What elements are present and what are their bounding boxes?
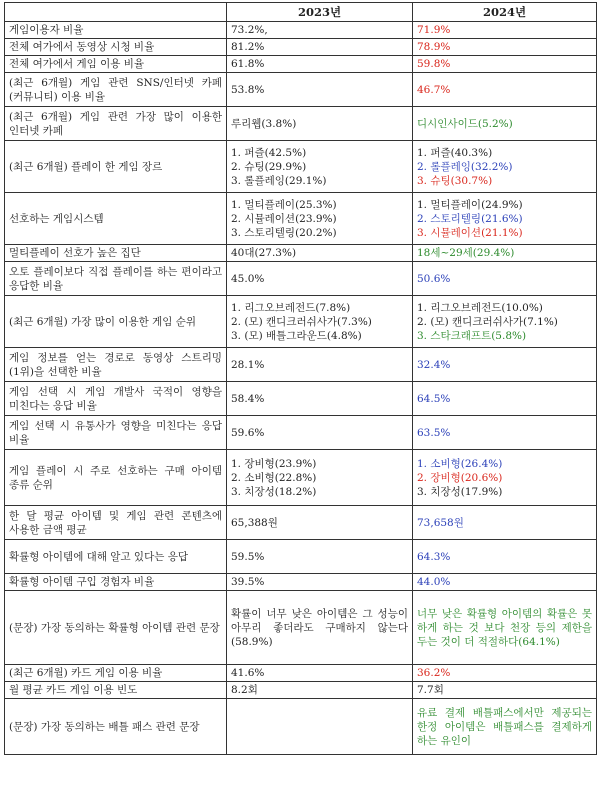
value-2023-line: 2. 시뮬레이션(23.9%) [231, 212, 337, 225]
table-row [5, 450, 597, 506]
value-2024 [413, 39, 597, 56]
table-row [5, 107, 597, 141]
table-row [5, 682, 597, 699]
table-row [5, 141, 597, 193]
row-label: 확률형 아이템에 대해 알고 있다는 응답 [5, 540, 227, 574]
value-2024-line: 71.9% [417, 24, 451, 36]
table-row [5, 262, 597, 296]
table-row [5, 56, 597, 73]
table-row [5, 193, 597, 245]
value-2023-line: 73.2%, [231, 24, 268, 36]
value-2024 [413, 348, 597, 382]
value-2024 [413, 682, 597, 699]
value-2023-line: 2. (모) 캔디크러쉬사가(7.3%) [231, 315, 372, 328]
value-2024-line: 1. 퍼즐(40.3%) [417, 146, 493, 159]
table-row [5, 348, 597, 382]
value-2024-line: 32.4% [417, 358, 451, 371]
row-label: 게임 정보를 얻는 경로로 동영상 스트리밍(1위)을 선택한 비율 [5, 348, 227, 382]
value-2023-line: 65,388원 [231, 516, 278, 529]
value-2023-line: 8.2회 [231, 684, 258, 696]
value-2023 [227, 245, 413, 262]
header-row [5, 3, 597, 22]
row-label: 게임 선택 시 게임 개발사 국적이 영향을 미친다는 응답 비율 [5, 382, 227, 416]
value-2023-line: 28.1% [231, 358, 265, 371]
row-label: 한 달 평균 아이템 및 게임 관련 콘텐츠에 사용한 금액 평균 [5, 506, 227, 540]
value-2024 [413, 540, 597, 574]
value-2024-line: 너무 낮은 확률형 아이템의 확률은 못하게 하는 것 보다 천장 등의 제한을 두는 것이 더 적절하다(64.1%) [417, 607, 592, 648]
value-2023-line: 40대(27.3%) [231, 247, 297, 259]
row-label: 전체 여가에서 동영상 시청 비율 [5, 39, 227, 56]
value-2023-line: 1. 장비형(23.9%) [231, 457, 317, 470]
value-2024 [413, 193, 597, 245]
value-2024-line: 3. 스타크래프트(5.8%) [417, 329, 527, 342]
table-body [5, 22, 597, 755]
value-2023 [227, 506, 413, 540]
row-label: 확률형 아이템 구입 경험자 비율 [5, 574, 227, 591]
value-2023 [227, 591, 413, 665]
value-2024 [413, 665, 597, 682]
value-2024 [413, 22, 597, 39]
value-2023 [227, 540, 413, 574]
row-label: (최근 6개월) 게임 관련 SNS/인터넷 카페(커뮤니티) 이용 비율 [5, 73, 227, 107]
value-2023 [227, 574, 413, 591]
table-row [5, 591, 597, 665]
value-2024 [413, 107, 597, 141]
row-label: (최근 6개월) 게임 관련 가장 많이 이용한 인터넷 카페 [5, 107, 227, 141]
value-2024-line: 1. 리그오브레전드(10.0%) [417, 301, 543, 314]
row-label: (최근 6개월) 플레이 한 게임 장르 [5, 141, 227, 193]
value-2023-line: 39.5% [231, 576, 265, 588]
row-label: (문장) 가장 동의하는 확률형 아이템 관련 문장 [5, 591, 227, 665]
value-2024-line: 78.9% [417, 41, 451, 53]
value-2023 [227, 107, 413, 141]
value-2023-line: 3. (모) 배틀그라운드(4.8%) [231, 329, 362, 342]
value-2023 [227, 450, 413, 506]
value-2024 [413, 73, 597, 107]
value-2024-line: 1. 소비형(26.4%) [417, 457, 503, 470]
value-2023-line: 45.0% [231, 272, 265, 285]
value-2023 [227, 665, 413, 682]
value-2024 [413, 141, 597, 193]
row-label: 월 평균 카드 게임 이용 빈도 [5, 682, 227, 699]
value-2023 [227, 416, 413, 450]
value-2024 [413, 382, 597, 416]
value-2024-line: 64.5% [417, 392, 451, 405]
value-2024-line: 2. (모) 캔디크러쉬사가(7.1%) [417, 315, 558, 328]
table-row [5, 506, 597, 540]
value-2024-line: 73,658원 [417, 516, 464, 529]
row-label: (문장) 가장 동의하는 배틀 패스 관련 문장 [5, 699, 227, 755]
value-2024-line: 59.8% [417, 58, 451, 70]
table-row [5, 73, 597, 107]
value-2023 [227, 141, 413, 193]
value-2024-line: 3. 시뮬레이션(21.1%) [417, 226, 523, 239]
value-2024-line: 18세~29세(29.4%) [417, 247, 515, 259]
value-2024-line: 유료 결제 배틀패스에서만 제공되는 한정 아이템은 배틀패스를 결제하게 하는 유인이 [417, 706, 592, 747]
value-2024-line: 64.3% [417, 550, 451, 563]
table-row [5, 296, 597, 348]
value-2024-line: 디시인사이드(5.2%) [417, 117, 513, 130]
value-2024 [413, 506, 597, 540]
value-2024-line: 63.5% [417, 426, 451, 439]
value-2023 [227, 193, 413, 245]
value-2023 [227, 39, 413, 56]
value-2024 [413, 262, 597, 296]
value-2024 [413, 245, 597, 262]
value-2024-line: 44.0% [417, 576, 451, 588]
value-2024 [413, 416, 597, 450]
table-row [5, 245, 597, 262]
value-2024-line: 36.2% [417, 667, 451, 679]
value-2023-line: 2. 슈팅(29.9%) [231, 160, 307, 173]
value-2023-line: 1. 리그오브레전드(7.8%) [231, 301, 351, 314]
value-2024-line: 50.6% [417, 272, 451, 285]
value-2023-line: 1. 퍼즐(42.5%) [231, 146, 307, 159]
value-2023 [227, 56, 413, 73]
row-label: 오토 플레이보다 직접 플레이를 하는 편이라고 응답한 비율 [5, 262, 227, 296]
value-2024-line: 2. 스토리텔링(21.6%) [417, 212, 523, 225]
table-row [5, 416, 597, 450]
value-2024 [413, 574, 597, 591]
row-label: 멀티플레이 선호가 높은 집단 [5, 245, 227, 262]
value-2023-line: 3. 치장성(18.2%) [231, 485, 317, 498]
value-2023-line: 루리웹(3.8%) [231, 117, 297, 130]
header-2023-cell: 2023년 [227, 3, 413, 22]
row-label: (최근 6개월) 카드 게임 이용 비율 [5, 665, 227, 682]
row-label: 게임 플레이 시 주로 선호하는 구매 아이템 종류 순위 [5, 450, 227, 506]
table-row [5, 382, 597, 416]
value-2024-line: 46.7% [417, 83, 451, 96]
header-label-cell [5, 3, 227, 22]
value-2023 [227, 73, 413, 107]
value-2023-line: 61.8% [231, 58, 265, 70]
value-2024 [413, 56, 597, 73]
table-row [5, 665, 597, 682]
table-row [5, 540, 597, 574]
row-label: 선호하는 게임시스템 [5, 193, 227, 245]
row-label: (최근 6개월) 가장 많이 이용한 게임 순위 [5, 296, 227, 348]
value-2023-line: 81.2% [231, 41, 265, 53]
value-2023-line: 59.5% [231, 550, 265, 563]
comparison-table [4, 2, 597, 755]
value-2024 [413, 591, 597, 665]
value-2024-line: 1. 멀티플레이(24.9%) [417, 198, 523, 211]
value-2023-line: 3. 스토리텔링(20.2%) [231, 226, 337, 239]
value-2024-line: 3. 치장성(17.9%) [417, 485, 503, 498]
table-row [5, 699, 597, 755]
value-2023-line: 59.6% [231, 426, 265, 439]
table-row [5, 574, 597, 591]
table-row [5, 22, 597, 39]
value-2023-line: 53.8% [231, 83, 265, 96]
value-2023-line: 2. 소비형(22.8%) [231, 471, 317, 484]
value-2024 [413, 296, 597, 348]
row-label: 게임 선택 시 유통사가 영향을 미친다는 응답 비율 [5, 416, 227, 450]
value-2024-line: 7.7회 [417, 684, 444, 696]
value-2023 [227, 22, 413, 39]
value-2023-line: 58.4% [231, 392, 265, 405]
row-label: 전체 여가에서 게임 이용 비율 [5, 56, 227, 73]
value-2023 [227, 296, 413, 348]
row-label: 게임이용자 비율 [5, 22, 227, 39]
value-2024-line: 2. 롤플레잉(32.2%) [417, 160, 513, 173]
value-2023 [227, 682, 413, 699]
value-2023-line: 확률이 너무 낮은 아이템은 그 성능이 아무리 좋더라도 구매하지 않는다(58.9%) [231, 607, 408, 648]
value-2023 [227, 348, 413, 382]
value-2023 [227, 699, 413, 755]
value-2024 [413, 450, 597, 506]
value-2023 [227, 262, 413, 296]
table-row [5, 39, 597, 56]
value-2024-line: 3. 슈팅(30.7%) [417, 174, 493, 187]
value-2023-line: 3. 롤플레잉(29.1%) [231, 174, 327, 187]
value-2023-line: 1. 멀티플레이(25.3%) [231, 198, 337, 211]
header-2024-cell: 2024년 [413, 3, 597, 22]
value-2024-line: 2. 장비형(20.6%) [417, 471, 503, 484]
value-2023-line: 41.6% [231, 667, 265, 679]
value-2024 [413, 699, 597, 755]
value-2023 [227, 382, 413, 416]
